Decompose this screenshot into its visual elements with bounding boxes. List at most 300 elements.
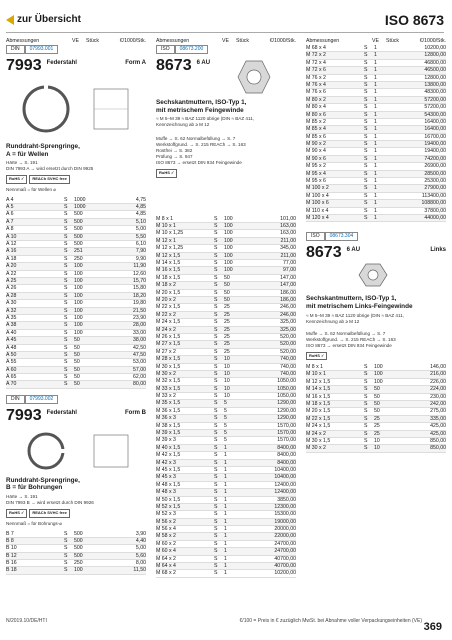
table-row[interactable]	[156, 223, 296, 230]
table-row[interactable]	[6, 308, 146, 315]
table-row[interactable]	[306, 431, 446, 438]
table-row[interactable]	[6, 560, 146, 567]
cell-ve: S	[214, 348, 218, 355]
cell-price: 147,00	[280, 274, 296, 281]
cell-ve: S	[364, 178, 368, 185]
size-table-8673	[156, 216, 296, 578]
cell-dimension: M 38 x 1,5	[156, 422, 181, 429]
cell-dimension: M 80 x 4	[306, 104, 326, 111]
table-row[interactable]	[6, 374, 146, 381]
cell-ve: S	[214, 333, 218, 340]
cell-ve: S	[64, 196, 68, 203]
table-row[interactable]	[156, 297, 296, 304]
cell-ve: S	[64, 285, 68, 292]
table-row[interactable]	[156, 327, 296, 334]
cell-dimension: A 60	[6, 366, 17, 373]
cell-qty: 1	[224, 489, 227, 496]
table-row[interactable]	[306, 156, 446, 163]
cell-qty: 1	[224, 518, 227, 525]
table-row[interactable]	[6, 538, 146, 545]
table-row[interactable]	[156, 519, 296, 526]
table-row[interactable]	[6, 352, 146, 359]
table-row[interactable]	[156, 216, 296, 223]
cell-price: 46500,00	[424, 67, 446, 74]
table-row[interactable]	[156, 489, 296, 496]
cell-ve: S	[64, 211, 68, 218]
table-row[interactable]	[306, 438, 446, 445]
spec-note: ≈ M 5–M 39 ≈ BAZ 1120 übrige (DIN ≈ BAZ 411,	[306, 312, 405, 318]
cell-price: 850,00	[430, 437, 446, 444]
cell-price: 18,20	[133, 292, 146, 299]
cell-qty: 1	[374, 52, 377, 59]
table-row[interactable]	[156, 267, 296, 274]
cell-qty: 100	[74, 314, 83, 321]
cell-qty: 1	[224, 526, 227, 533]
table-row[interactable]	[156, 319, 296, 326]
table-row[interactable]	[306, 215, 446, 222]
cell-qty: 100	[224, 230, 233, 237]
cell-ve: S	[64, 344, 68, 351]
rohs-badge: RoHS ✓	[306, 352, 327, 361]
cell-qty: 100	[74, 270, 83, 277]
cell-price: 6,10	[135, 241, 146, 248]
table-row[interactable]	[156, 349, 296, 356]
cell-qty: 1	[374, 111, 377, 118]
cell-price: 4,85	[135, 211, 146, 218]
material-label: Federstahl	[46, 409, 77, 416]
cell-price: 3,90	[135, 530, 146, 537]
table-row[interactable]	[156, 548, 296, 555]
cell-ve: S	[214, 237, 218, 244]
table-row[interactable]	[6, 278, 146, 285]
table-row[interactable]	[306, 185, 446, 192]
table-row[interactable]	[306, 112, 446, 119]
hex-nut-illustration	[306, 262, 446, 288]
cell-qty: 50	[74, 344, 80, 351]
table-row[interactable]	[6, 285, 146, 292]
table-row[interactable]	[306, 119, 446, 126]
table-row[interactable]	[156, 415, 296, 422]
table-row[interactable]	[306, 386, 446, 393]
cell-ve: S	[64, 366, 68, 373]
cell-ve: S	[364, 81, 368, 88]
table-row[interactable]	[6, 197, 146, 204]
norm-tag: DIN	[6, 45, 25, 54]
table-row[interactable]	[6, 248, 146, 255]
cell-price: 44000,00	[424, 214, 446, 221]
cell-price: 12400,00	[274, 489, 296, 496]
size-table-8673-cont	[306, 45, 446, 222]
table-row[interactable]	[306, 445, 446, 452]
table-row[interactable]	[6, 531, 146, 538]
table-row[interactable]	[6, 256, 146, 263]
cell-qty: 50	[224, 289, 230, 296]
cell-qty: 1	[224, 563, 227, 570]
back-label: zur Übersicht	[17, 14, 81, 25]
table-row[interactable]	[156, 467, 296, 474]
table-row[interactable]	[6, 241, 146, 248]
table-row[interactable]	[6, 263, 146, 270]
table-row[interactable]	[306, 200, 446, 207]
cell-qty: 1000	[74, 196, 86, 203]
table-row[interactable]	[306, 193, 446, 200]
cell-dimension: M 42 x 3	[156, 459, 176, 466]
top-bar	[0, 14, 452, 30]
cell-dimension: M 33 x 2	[156, 393, 176, 400]
cell-ve: S	[64, 277, 68, 284]
cell-ve: S	[364, 163, 368, 170]
table-row[interactable]	[156, 378, 296, 385]
cell-qty: 100	[74, 285, 83, 292]
header-stk: Stück	[386, 38, 399, 44]
header-dims: Abmessungen	[156, 38, 190, 44]
table-row[interactable]	[156, 312, 296, 319]
table-row[interactable]	[156, 238, 296, 245]
cell-ve: S	[64, 552, 68, 559]
cell-price: 57,00	[133, 366, 146, 373]
cell-dimension: A 45	[6, 337, 17, 344]
cell-qty: 1	[374, 207, 377, 214]
cell-dimension: A 6	[6, 211, 14, 218]
cell-dimension: M 24 x 2	[306, 430, 326, 437]
cell-qty: 100	[74, 292, 83, 299]
table-row[interactable]	[156, 570, 296, 577]
table-row[interactable]	[6, 322, 146, 329]
cell-qty: 1	[374, 74, 377, 81]
cell-price: 15300,00	[274, 511, 296, 518]
cell-ve: S	[64, 374, 68, 381]
table-row[interactable]	[156, 563, 296, 570]
cell-qty: 1	[224, 540, 227, 547]
replacement-note: ISO 8673 → ersetzt DIN 934 Feingewinde	[306, 342, 392, 348]
cell-qty: 25	[224, 341, 230, 348]
cell-ve: S	[364, 430, 368, 437]
cell-dimension: A 26	[6, 285, 17, 292]
cell-price: 22000,00	[274, 533, 296, 540]
back-to-overview-link[interactable]	[6, 14, 81, 25]
table-row[interactable]	[156, 423, 296, 430]
cell-qty: 1	[374, 45, 377, 51]
cell-dimension: B 18	[6, 567, 17, 574]
cell-dimension: A 28	[6, 292, 17, 299]
cell-price: 740,00	[280, 370, 296, 377]
cell-ve: S	[364, 170, 368, 177]
cell-price: 40700,00	[274, 563, 296, 570]
cell-dimension: M 12 x 1	[156, 237, 176, 244]
cell-ve: S	[214, 311, 218, 318]
norm-tags	[6, 45, 146, 54]
cell-dimension: M 36 x 3	[156, 415, 176, 422]
cell-price: 74200,00	[424, 155, 446, 162]
header-stk: Stück	[236, 38, 249, 44]
cell-qty: 100	[374, 378, 383, 385]
cell-dimension: B 16	[6, 560, 17, 567]
table-row[interactable]	[306, 126, 446, 133]
table-row[interactable]	[306, 45, 446, 52]
table-row[interactable]	[6, 330, 146, 337]
table-row[interactable]	[6, 567, 146, 574]
norm-tag: ISO	[156, 45, 175, 54]
cell-price: 325,00	[280, 326, 296, 333]
table-row[interactable]	[156, 334, 296, 341]
table-row[interactable]	[306, 148, 446, 155]
table-row[interactable]	[156, 290, 296, 297]
cell-ve: S	[214, 444, 218, 451]
table-row[interactable]	[6, 359, 146, 366]
header-dims: Abmessungen	[306, 38, 340, 44]
table-row[interactable]	[156, 260, 296, 267]
cell-ve: S	[64, 255, 68, 262]
table-row[interactable]	[6, 553, 146, 560]
cell-price: 16700,00	[424, 133, 446, 140]
cell-dimension: M 80 x 6	[306, 111, 326, 118]
footer-code: N/2019.10/DE/HTI	[6, 618, 47, 624]
cell-dimension: M 39 x 1,5	[156, 430, 181, 437]
table-row[interactable]	[306, 75, 446, 82]
column-3	[306, 38, 446, 453]
table-row[interactable]	[156, 393, 296, 400]
table-row[interactable]	[156, 371, 296, 378]
article-ref-link[interactable]: 07993.001	[25, 45, 59, 54]
cell-ve: S	[214, 252, 218, 259]
cell-ve: S	[64, 545, 68, 552]
table-row[interactable]	[156, 533, 296, 540]
cell-qty: 100	[374, 371, 383, 378]
table-row[interactable]	[156, 282, 296, 289]
cell-dimension: M 76 x 6	[306, 89, 326, 96]
cell-dimension: M 50 x 1,5	[156, 496, 181, 503]
cell-ve: S	[214, 385, 218, 392]
table-row[interactable]	[6, 271, 146, 278]
table-row[interactable]	[6, 234, 146, 241]
table-row[interactable]	[306, 371, 446, 378]
norm-tags	[156, 45, 296, 54]
cell-qty: 5	[224, 415, 227, 422]
cell-price: 12400,00	[274, 481, 296, 488]
cell-qty: 10	[374, 437, 380, 444]
table-row[interactable]	[6, 381, 146, 388]
table-row[interactable]	[306, 401, 446, 408]
cell-ve: S	[364, 214, 368, 221]
cell-qty: 10	[224, 393, 230, 400]
cell-price: 8400,00	[277, 444, 296, 451]
cell-price: 425,00	[430, 430, 446, 437]
table-row[interactable]	[156, 304, 296, 311]
cell-ve: S	[64, 567, 68, 574]
cell-qty: 25	[224, 319, 230, 326]
table-row[interactable]	[6, 300, 146, 307]
size-table-a	[6, 197, 146, 389]
cell-ve: S	[64, 560, 68, 567]
table-row[interactable]	[306, 134, 446, 141]
cell-dimension: M 30 x 2	[156, 370, 176, 377]
cell-dimension: M 36 x 1,5	[156, 407, 181, 414]
cell-ve: S	[64, 292, 68, 299]
cell-qty: 1	[374, 214, 377, 221]
table-row[interactable]	[6, 211, 146, 218]
table-row[interactable]	[306, 67, 446, 74]
cell-ve: S	[64, 314, 68, 321]
reference-note: Rostfrei → S. 382	[156, 148, 193, 154]
table-row[interactable]	[156, 482, 296, 489]
table-row[interactable]	[156, 526, 296, 533]
cell-qty: 50	[374, 386, 380, 393]
cell-qty: 5	[224, 407, 227, 414]
cell-ve: S	[214, 437, 218, 444]
table-row[interactable]	[306, 408, 446, 415]
table-row[interactable]	[156, 245, 296, 252]
cell-ve: S	[214, 378, 218, 385]
table-row[interactable]	[306, 171, 446, 178]
table-row[interactable]	[6, 219, 146, 226]
article-ref-link[interactable]: 08673.200	[175, 45, 209, 54]
table-row[interactable]	[156, 430, 296, 437]
table-row[interactable]	[156, 230, 296, 237]
cell-dimension: M 64 x 2	[156, 555, 176, 562]
cell-price: 740,00	[280, 356, 296, 363]
table-row[interactable]	[156, 364, 296, 371]
cell-price: 47,50	[133, 351, 146, 358]
cell-ve: S	[364, 118, 368, 125]
table-row[interactable]	[306, 178, 446, 185]
cell-dimension: M 42 x 1,5	[156, 452, 181, 459]
cell-dimension: A 22	[6, 270, 17, 277]
table-row[interactable]	[306, 379, 446, 386]
cell-qty: 100	[74, 300, 83, 307]
table-row[interactable]	[306, 52, 446, 59]
table-row[interactable]	[156, 437, 296, 444]
cell-qty: 500	[74, 218, 83, 225]
table-row[interactable]	[6, 315, 146, 322]
cell-price: 12,60	[133, 270, 146, 277]
table-row[interactable]	[6, 367, 146, 374]
cell-ve: S	[364, 192, 368, 199]
cell-qty: 50	[74, 366, 80, 373]
table-row[interactable]	[306, 97, 446, 104]
norm-number: 7993	[6, 57, 42, 74]
cell-qty: 1	[374, 96, 377, 103]
cell-ve: S	[214, 481, 218, 488]
cell-ve: S	[214, 356, 218, 363]
product-heading	[6, 57, 146, 75]
table-row[interactable]	[306, 394, 446, 401]
table-row[interactable]	[156, 497, 296, 504]
cell-qty: 1	[224, 548, 227, 555]
cell-dimension: M 27 x 1,5	[156, 341, 181, 348]
table-row[interactable]	[306, 416, 446, 423]
cell-qty: 100	[74, 307, 83, 314]
cell-price: 19,80	[133, 300, 146, 307]
table-row[interactable]	[306, 208, 446, 215]
cell-ve: S	[364, 185, 368, 192]
cell-price: 230,00	[430, 393, 446, 400]
cell-price: 28500,00	[424, 170, 446, 177]
cell-price: 77,00	[283, 260, 296, 267]
cell-ve: S	[214, 296, 218, 303]
cell-qty: 25	[224, 333, 230, 340]
norm-number: 8673	[306, 244, 342, 262]
cell-dimension: M 22 x 2	[156, 311, 176, 318]
cell-dimension: A 35	[6, 314, 17, 321]
table-row[interactable]	[306, 60, 446, 67]
cell-ve: S	[364, 378, 368, 385]
table-row[interactable]	[156, 400, 296, 407]
table-row[interactable]	[156, 356, 296, 363]
article-ref-link[interactable]: 08673.304	[325, 232, 359, 241]
cell-price: 1290,00	[277, 407, 296, 414]
cell-ve: S	[214, 223, 218, 230]
cell-price: 16400,00	[424, 126, 446, 133]
table-row[interactable]	[156, 541, 296, 548]
cell-price: 11,50	[133, 567, 146, 574]
table-row[interactable]	[306, 163, 446, 170]
cell-dimension: M 20 x 2	[156, 296, 176, 303]
cell-dimension: A 10	[6, 233, 17, 240]
cell-ve: S	[364, 371, 368, 378]
cell-price: 1570,00	[277, 422, 296, 429]
table-row[interactable]	[6, 337, 146, 344]
table-row[interactable]	[156, 445, 296, 452]
cell-price: 13800,00	[424, 81, 446, 88]
table-row[interactable]	[6, 204, 146, 211]
reference-note: Werkstoffgrund. → S. 215 REACh → S. 163	[306, 336, 396, 342]
cell-ve: S	[364, 155, 368, 162]
cell-qty: 50	[74, 381, 80, 388]
table-row[interactable]	[156, 408, 296, 415]
cell-ve: S	[214, 570, 218, 577]
table-row[interactable]	[306, 104, 446, 111]
table-row[interactable]	[156, 341, 296, 348]
table-row[interactable]	[156, 275, 296, 282]
table-row[interactable]	[156, 460, 296, 467]
table-row[interactable]	[306, 82, 446, 89]
table-row[interactable]	[6, 226, 146, 233]
table-row[interactable]	[156, 474, 296, 481]
hardness-note: Härte → S. 191	[6, 494, 38, 500]
cell-qty: 1	[224, 570, 227, 577]
table-row[interactable]	[6, 545, 146, 552]
table-row[interactable]	[156, 511, 296, 518]
article-ref-link[interactable]: 07993.002	[25, 395, 59, 404]
cell-ve: S	[214, 496, 218, 503]
table-row[interactable]	[6, 345, 146, 352]
table-row[interactable]	[306, 364, 446, 371]
table-row[interactable]	[306, 141, 446, 148]
cell-dimension: M 90 x 6	[306, 155, 326, 162]
cell-ve: S	[364, 104, 368, 111]
table-row[interactable]	[306, 423, 446, 430]
cell-ve: S	[364, 445, 368, 452]
form-label: Links	[430, 247, 446, 254]
cell-ve: S	[364, 111, 368, 118]
table-row[interactable]	[156, 253, 296, 260]
table-row[interactable]	[156, 452, 296, 459]
table-row[interactable]	[156, 386, 296, 393]
table-row[interactable]	[306, 89, 446, 96]
cell-dimension: M 60 x 2	[156, 540, 176, 547]
cell-ve: S	[64, 241, 68, 248]
table-row[interactable]	[156, 556, 296, 563]
product-description: Runddraht-Sprengringe, B = für Bohrungen	[6, 476, 80, 492]
cell-price: 211,00	[280, 237, 296, 244]
table-row[interactable]	[156, 504, 296, 511]
cell-dimension: M 120 x 4	[306, 214, 329, 221]
cell-price: 4,75	[135, 196, 146, 203]
cell-dimension: A 48	[6, 344, 17, 351]
cell-price: 21,50	[133, 307, 146, 314]
product-heading	[306, 244, 446, 262]
table-row[interactable]	[6, 293, 146, 300]
